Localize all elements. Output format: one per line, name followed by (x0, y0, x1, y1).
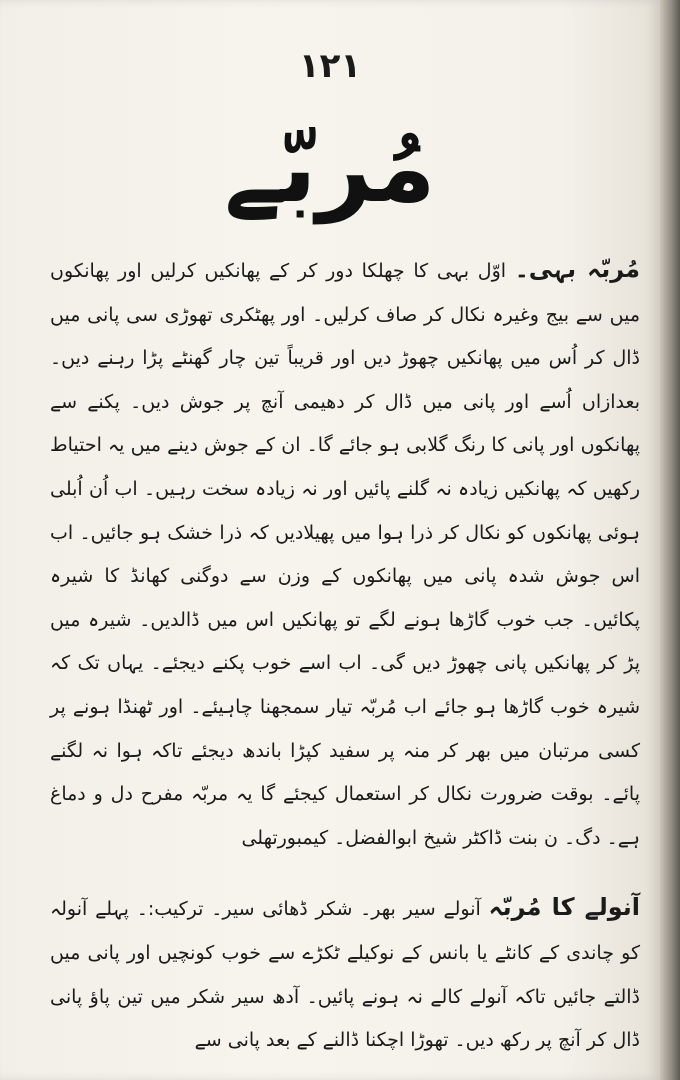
recipe-content (50, 248, 640, 1063)
recipe-heading-amla: آنولے کا مُربّہ (488, 893, 640, 922)
page-title: مُربّے (224, 112, 436, 224)
recipe-heading-quince: مُربّہ بہی۔ (514, 255, 641, 283)
page-number: ١٢١ (298, 46, 362, 86)
recipe-text-amla: آنولے سیر بھر۔ شکر ڈھائی سیر۔ ترکیب:۔ پہلے آنولہ کو چاندی کے کانٹے یا بانس کے نوکیلے ٹکڑے سے خوب کونچیں اور پانی میں ڈالتے جائیں تاکہ آنولے کالے نہ ہونے پائیں۔ آدھ سیر شکر میں تین پاؤ پانی ڈال کر آنچ پر رکھ دیں۔ تھوڑا اچکنا ڈالنے کے بعد پانی سے (50, 898, 640, 1052)
book-binding-edge (660, 0, 680, 1080)
recipe-section-amla (50, 886, 640, 1062)
recipe-text-quince: اوّل بہی کا چھلکا دور کر کے پھانکیں کرلیں اور پھانکوں میں سے بیج وغیرہ نکال کر صاف کرلیں۔ اور پھٹکری تھوڑی سی پانی میں ڈال کر اُس میں پھانکیں چھوڑ دیں اور قریباً تین چار گھنٹے پڑا رہنے دیں۔ بعدازاں اُسے اور پانی میں ڈال کر دھیمی آنچ پر جوش دیں۔ پکنے سے پھانکوں اور پانی کا رنگ گلابی ہو جائے گا۔ ان کے جوش دینے میں یہ احتیاط رکھیں کہ پھانکیں زیادہ نہ گلنے پائیں اور نہ زیادہ سخت رہیں۔ اب اُن اُبلی ہوئی پھانکوں کو نکال کر ذرا ہوا میں پھیلادیں کہ ذرا خشک ہو جائیں۔ اب اس جوش شدہ پانی میں پھانکوں کے وزن سے دوگنی کھانڈ کا شیرہ پکائیں۔ جب خوب گاڑھا ہونے لگے تو پھانکیں اس میں ڈالدیں۔ شیرہ میں پڑ کر پھانکیں پانی چھوڑ دیں گی۔ اب اسے خوب پکنے دیجئے۔ یہاں تک کہ شیرہ خوب گاڑھا ہو جائے اب مُربّہ تیار سمجھنا چاہیئے۔ اور ٹھنڈا ہونے پر کسی مرتبان میں بھر کر منہ پر سفید کپڑا باندھ دیجئے تاکہ ہوا نہ لگنے پائے۔ بوقت ضرورت نکال کر استعمال کیجئے گا یہ مربّہ مفرح دل و دماغ ہے۔ دگ۔ ن بنت ڈاکٹر شیخ ابوالفضل۔ کیمبورتھلی (50, 260, 640, 849)
recipe-section-quince (50, 248, 640, 860)
